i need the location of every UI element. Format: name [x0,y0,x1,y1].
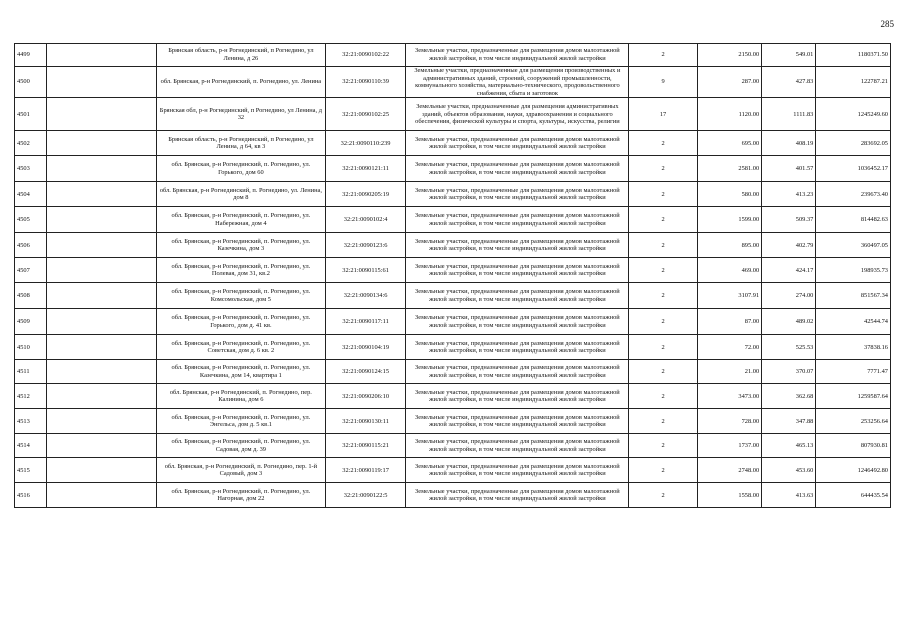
table-row [15,483,891,508]
row-cadastral-number: 32:21:0090123:6 [325,233,406,258]
row-group: 2 [629,131,697,156]
row-group: 2 [629,409,697,434]
row-cadastral-value: 122787.21 [816,67,891,98]
row-area: 72.00 [697,335,761,360]
row-cadastral-number: 32:21:0090104:19 [325,335,406,360]
row-cadastral-value: 42544.74 [816,309,891,335]
row-number: 4501 [15,98,47,131]
row-area: 1120.00 [697,98,761,131]
row-number: 4499 [15,44,47,67]
row-area: 469.00 [697,258,761,283]
row-land-use: Земельные участки, предназначенные для размещения домов малоэтажной жилой застройки, в том числе индивидуальной жилой застройки [406,283,629,309]
row-number: 4515 [15,458,47,483]
row-address: обл. Брянская, р-н Рогнединский, п. Рогнедино, ул. Нагорная, дом 22 [157,483,326,508]
row-address: обл. Брянская, р-н Рогнединский, п. Рогнедино, ул. Полевая, дом 31, кв.2 [157,258,326,283]
row-cadastral-value: 1245249.60 [816,98,891,131]
row-cadastral-number: 32:21:0090122:5 [325,483,406,508]
row-number: 4513 [15,409,47,434]
table-row [15,156,891,182]
row-rate: 1111.83 [762,98,816,131]
row-area: 895.00 [697,233,761,258]
row-number: 4508 [15,283,47,309]
row-address: обл. Брянская, р-н Рогнединский, п. Рогнедино, ул. Комсомольская, дом 5 [157,283,326,309]
row-rate: 427.83 [762,67,816,98]
row-group: 2 [629,309,697,335]
row-group: 2 [629,207,697,233]
row-land-use: Земельные участки, предназначенные для размещения домов малоэтажной жилой застройки, в том числе индивидуальной жилой застройки [406,458,629,483]
row-group: 17 [629,98,697,131]
row-cadastral-number: 32:21:0090110:239 [325,131,406,156]
row-land-use: Земельные участки, предназначенные для размещения административных зданий, объектов образования, науки, здравоохранения и социального обеспечения, физической культуры и спорта, культуры, искусства, религии [406,98,629,131]
row-address: обл. Брянская, р-н Рогнединский, п. Рогнедино, ул. Горького, дом 60 [157,156,326,182]
row-land-use: Земельные участки, предназначенные для размещения домов малоэтажной жилой застройки, в том числе индивидуальной жилой застройки [406,44,629,67]
row-number: 4512 [15,384,47,409]
table-row [15,233,891,258]
page-number: 285 [880,19,894,29]
row-number: 4514 [15,434,47,458]
row-cadastral-value: 239673.40 [816,182,891,207]
row-cadastral-number: 32:21:0090102:25 [325,98,406,131]
table-row [15,131,891,156]
row-land-use: Земельные участки, предназначенные для размещения домов малоэтажной жилой застройки, в том числе индивидуальной жилой застройки [406,182,629,207]
row-spacer [46,233,156,258]
row-cadastral-value: 37838.16 [816,335,891,360]
row-rate: 453.60 [762,458,816,483]
row-cadastral-value: 807930.81 [816,434,891,458]
row-address: Брянская обл, р-н Рогнединский, п Рогнедино, ул Ленина, д 32 [157,98,326,131]
row-number: 4510 [15,335,47,360]
row-rate: 413.63 [762,483,816,508]
row-address: обл. Брянская, р-н Рогнединский, п. Рогнедино, пер. 1-й Садовый, дом 3 [157,458,326,483]
table-row [15,207,891,233]
row-group: 2 [629,233,697,258]
row-cadastral-number: 32:21:0090121:11 [325,156,406,182]
row-rate: 401.57 [762,156,816,182]
row-area: 580.00 [697,182,761,207]
row-spacer [46,258,156,283]
row-land-use: Земельные участки, предназначенные для размещения домов малоэтажной жилой застройки, в том числе индивидуальной жилой застройки [406,335,629,360]
table-row [15,458,891,483]
row-address: обл. Брянская, р-н Рогнединский, п. Рогнедино, ул. Казечкина, дом 3 [157,233,326,258]
row-group: 2 [629,434,697,458]
row-number: 4502 [15,131,47,156]
row-number: 4509 [15,309,47,335]
row-land-use: Земельные участки, предназначенные для размещения домов малоэтажной жилой застройки, в том числе индивидуальной жилой застройки [406,360,629,384]
row-rate: 413.23 [762,182,816,207]
row-rate: 465.13 [762,434,816,458]
row-cadastral-number: 32:21:0090130:11 [325,409,406,434]
row-cadastral-number: 32:21:0090205:19 [325,182,406,207]
row-rate: 362.68 [762,384,816,409]
row-area: 287.00 [697,67,761,98]
row-cadastral-number: 32:21:0090117:11 [325,309,406,335]
row-group: 2 [629,335,697,360]
row-address: обл. Брянская, р-н Рогнединский, п. Рогнедино, ул. Ленина [157,67,326,98]
row-rate: 525.53 [762,335,816,360]
row-cadastral-number: 32:21:0090134:6 [325,283,406,309]
row-land-use: Земельные участки, предназначенные для размещения домов малоэтажной жилой застройки, в том числе индивидуальной жилой застройки [406,483,629,508]
table-row [15,44,891,67]
table-row [15,98,891,131]
row-land-use: Земельные участки, предназначенные для размещения домов малоэтажной жилой застройки, в том числе индивидуальной жилой застройки [406,434,629,458]
row-land-use: Земельные участки, предназначенные для размещения домов малоэтажной жилой застройки, в том числе индивидуальной жилой застройки [406,309,629,335]
row-group: 2 [629,156,697,182]
row-area: 695.00 [697,131,761,156]
row-spacer [46,182,156,207]
row-land-use: Земельные участки, предназначенные для размещения домов малоэтажной жилой застройки, в том числе индивидуальной жилой застройки [406,258,629,283]
row-spacer [46,309,156,335]
row-land-use: Земельные участки, предназначенные для размещения производственных и административных зданий, строений, сооружений промышленности, коммунального хозяйства, материально-технического, продовольственного снабжения, сбыта и заготовок [406,67,629,98]
row-address: обл. Брянская, р-н Рогнединский, п. Рогнедино, ул. Ленина, дом 8 [157,182,326,207]
row-cadastral-value: 1246492.80 [816,458,891,483]
row-cadastral-value: 1259587.64 [816,384,891,409]
row-spacer [46,434,156,458]
row-number: 4506 [15,233,47,258]
row-cadastral-value: 360497.05 [816,233,891,258]
row-group: 2 [629,283,697,309]
row-area: 1558.00 [697,483,761,508]
table-row [15,309,891,335]
row-spacer [46,67,156,98]
table-row [15,335,891,360]
row-group: 2 [629,182,697,207]
row-cadastral-value: 198935.73 [816,258,891,283]
row-rate: 549.01 [762,44,816,67]
row-spacer [46,409,156,434]
land-registry-table [14,43,891,508]
row-number: 4516 [15,483,47,508]
row-area: 1737.00 [697,434,761,458]
row-rate: 274.00 [762,283,816,309]
table-row [15,384,891,409]
row-cadastral-value: 7771.47 [816,360,891,384]
table-row [15,182,891,207]
row-address: обл. Брянская, р-н Рогнединский, п. Рогнедино, ул. Садовая, дом д. 39 [157,434,326,458]
row-land-use: Земельные участки, предназначенные для размещения домов малоэтажной жилой застройки, в том числе индивидуальной жилой застройки [406,233,629,258]
row-cadastral-value: 283692.05 [816,131,891,156]
row-address: обл. Брянская, р-н Рогнединский, п. Рогнедино, ул. Советская, дом д. 6 кв. 2 [157,335,326,360]
row-group: 2 [629,258,697,283]
row-number: 4500 [15,67,47,98]
row-cadastral-number: 32:21:0090206:10 [325,384,406,409]
row-cadastral-number: 32:21:0090115:61 [325,258,406,283]
row-spacer [46,360,156,384]
row-address: Брянская область, р-н Рогнединский, п Рогнедино, ул Ленина, д 64, кв 3 [157,131,326,156]
row-cadastral-number: 32:21:0090124:15 [325,360,406,384]
table-body [15,44,891,508]
row-area: 728.00 [697,409,761,434]
row-number: 4505 [15,207,47,233]
row-address: обл. Брянская, р-н Рогнединский, п. Рогнедино, ул. Казечкина, дом 14, квартира 1 [157,360,326,384]
row-rate: 347.88 [762,409,816,434]
row-spacer [46,98,156,131]
row-group: 2 [629,360,697,384]
row-number: 4507 [15,258,47,283]
row-address: обл. Брянская, р-н Рогнединский, п. Рогнедино, ул. Горького, дом д. 41 кв. [157,309,326,335]
row-address: обл. Брянская, р-н Рогнединский, п. Рогнедино, ул. Набережная, дом 4 [157,207,326,233]
row-rate: 509.37 [762,207,816,233]
row-group: 2 [629,384,697,409]
row-spacer [46,131,156,156]
row-cadastral-value: 644435.54 [816,483,891,508]
row-area: 87.00 [697,309,761,335]
table-row [15,434,891,458]
row-cadastral-number: 32:21:0090110:39 [325,67,406,98]
row-cadastral-number: 32:21:0090102:4 [325,207,406,233]
row-spacer [46,44,156,67]
row-spacer [46,458,156,483]
row-area: 1599.00 [697,207,761,233]
row-area: 2150.00 [697,44,761,67]
row-group: 2 [629,44,697,67]
row-spacer [46,335,156,360]
row-area: 2748.00 [697,458,761,483]
row-land-use: Земельные участки, предназначенные для размещения домов малоэтажной жилой застройки, в том числе индивидуальной жилой застройки [406,207,629,233]
row-land-use: Земельные участки, предназначенные для размещения домов малоэтажной жилой застройки, в том числе индивидуальной жилой застройки [406,131,629,156]
row-spacer [46,384,156,409]
row-rate: 424.17 [762,258,816,283]
row-cadastral-value: 1180371.50 [816,44,891,67]
row-number: 4503 [15,156,47,182]
row-spacer [46,156,156,182]
row-address: обл. Брянская, р-н Рогнединский, п. Рогнедино, ул. Энгельса, дом д. 5 кв.1 [157,409,326,434]
table-row [15,67,891,98]
row-spacer [46,207,156,233]
row-area: 3107.91 [697,283,761,309]
row-area: 21.00 [697,360,761,384]
row-land-use: Земельные участки, предназначенные для размещения домов малоэтажной жилой застройки, в том числе индивидуальной жилой застройки [406,384,629,409]
row-group: 9 [629,67,697,98]
row-group: 2 [629,458,697,483]
row-area: 3473.00 [697,384,761,409]
row-rate: 402.79 [762,233,816,258]
row-cadastral-value: 814482.63 [816,207,891,233]
row-cadastral-number: 32:21:0090115:21 [325,434,406,458]
row-cadastral-value: 851567.34 [816,283,891,309]
table-row [15,409,891,434]
row-rate: 489.02 [762,309,816,335]
row-cadastral-number: 32:21:0090119:17 [325,458,406,483]
row-address: обл. Брянская, р-н Рогнединский, п. Рогнедино, пер. Калинина, дом 6 [157,384,326,409]
row-cadastral-number: 32:21:0090102:22 [325,44,406,67]
table-row [15,360,891,384]
row-area: 2581.00 [697,156,761,182]
row-spacer [46,283,156,309]
table-row [15,258,891,283]
row-rate: 408.19 [762,131,816,156]
row-cadastral-value: 253256.64 [816,409,891,434]
table-row [15,283,891,309]
row-address: Брянская область, р-н Рогнединский, п Рогнедино, ул Ленина, д 26 [157,44,326,67]
row-number: 4511 [15,360,47,384]
row-cadastral-value: 1036452.17 [816,156,891,182]
row-group: 2 [629,483,697,508]
row-land-use: Земельные участки, предназначенные для размещения домов малоэтажной жилой застройки, в том числе индивидуальной жилой застройки [406,156,629,182]
row-land-use: Земельные участки, предназначенные для размещения домов малоэтажной жилой застройки, в том числе индивидуальной жилой застройки [406,409,629,434]
row-spacer [46,483,156,508]
row-number: 4504 [15,182,47,207]
row-rate: 370.07 [762,360,816,384]
